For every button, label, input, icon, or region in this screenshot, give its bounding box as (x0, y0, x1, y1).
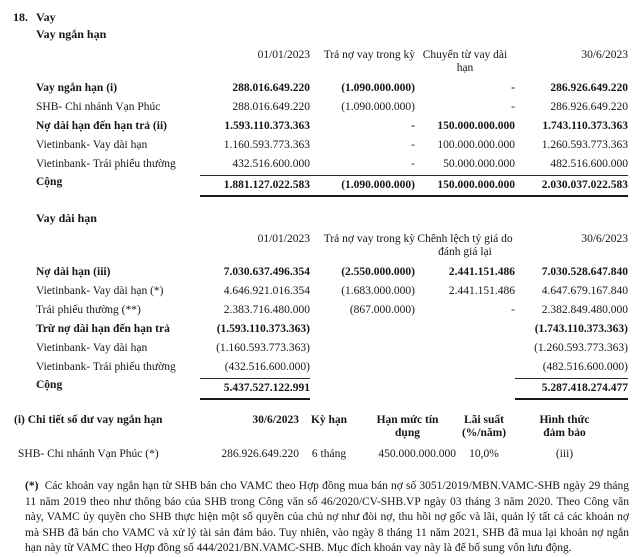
row-label: Trái phiếu thường (**) (36, 304, 141, 316)
cell-value: (1.160.593.773.363) (216, 342, 310, 354)
col-header-repayment: Trả nợ vay trong kỳ (323, 49, 415, 61)
cell-value: 150.000.000.000 (437, 120, 515, 132)
total-value-empty (310, 378, 415, 379)
cell-value: (1.260.593.773.363) (534, 342, 628, 354)
table-row (36, 301, 628, 320)
col-header-term: Kỳ hạn (310, 414, 348, 426)
cell-value: 1.160.593.773.363 (223, 139, 310, 151)
row-label: SHB- Chi nhánh Vạn Phúc (36, 101, 161, 113)
section-title-long-term: Vay dài hạn (36, 211, 97, 225)
cell-value (415, 339, 515, 340)
col-header-opening: 01/01/2023 (257, 233, 310, 245)
cell-credit-limit: 450.000.000.000 (378, 448, 456, 460)
table-row (36, 263, 628, 282)
table-row (36, 155, 628, 174)
row-label: Vietinbank- Trái phiếu thường (36, 158, 176, 170)
total-row (36, 175, 628, 197)
total-value: 2.030.037.022.583 (515, 175, 628, 197)
cell-value (415, 320, 515, 321)
col-header-opening: 01/01/2023 (257, 49, 310, 61)
cell-value: 286.926.649.220 (550, 101, 628, 113)
cell-value: 4.647.679.167.840 (541, 285, 628, 297)
total-value-empty (415, 378, 515, 379)
col-header-closing: 30/6/2023 (581, 49, 628, 61)
row-label: Vietinbank- Trái phiếu thường (36, 361, 176, 373)
total-value: 5.437.527.122.991 (200, 378, 310, 400)
cell-value: - (511, 101, 515, 113)
col-header-balance-date: 30/6/2023 (252, 414, 299, 426)
cell-value: 2.441.151.486 (448, 266, 515, 278)
cell-value: - (511, 82, 515, 94)
detail-table-title: (i) Chi tiết số dư vay ngắn hạn (14, 414, 163, 426)
cell-interest-rate: 10,0% (469, 448, 499, 460)
header-spacer (36, 49, 200, 54)
row-label: Nợ dài hạn (iii) (36, 266, 111, 278)
table-row (4, 445, 617, 463)
row-label: Vietinbank- Vay dài hạn (*) (36, 285, 164, 297)
cell-value: - (411, 139, 415, 151)
total-row (36, 378, 628, 400)
table-header-row (36, 233, 628, 263)
total-value: 1.881.127.022.583 (200, 175, 310, 197)
cell-value: 1.260.593.773.363 (541, 139, 628, 151)
cell-value: 482.516.600.000 (550, 158, 628, 170)
section-title-short-term: Vay ngắn hạn (36, 27, 107, 41)
cell-value: (432.516.600.000) (224, 361, 310, 373)
row-label: SHB- Chi nhánh Vạn Phúc (*) (18, 448, 159, 460)
cell-value: 288.016.649.220 (232, 101, 310, 113)
cell-value (310, 358, 415, 359)
cell-value: (2.550.000.000) (341, 266, 415, 278)
cell-value: 7.030.637.496.354 (223, 266, 310, 278)
cell-value: - (511, 304, 515, 316)
short-term-loans-table (36, 49, 628, 197)
cell-value: 2.383.716.480.000 (223, 304, 310, 316)
cell-value: (482.516.600.000) (542, 361, 628, 373)
cell-value (310, 339, 415, 340)
footnote-text: Các khoản vay ngắn hạn từ SHB bán cho VAMC theo Hợp đồng mua bán nợ số 3051/2019/MBN.VAMC-SHB ngày 29 tháng 11 năm 2019 theo như thông báo của SHB trong Công văn số 46/2020/CV-SHB.VP ngày 03 tháng 3 năm 2020. Theo Công văn này, VAMC ủy quyền cho SHB thực hiện một số quyền của chủ nợ như đòi nợ, thu hồi nợ gốc và lãi, quản lý tất cả các khoản nợ mà SHB đã bán cho VAMC và xử lý tài sản đảm bảo. Tuy nhiên, vào ngày 8 tháng 11 năm 2021, SHB đã mua lại khoản nợ ngắn hạn này từ VAMC theo Hợp đồng số 444/2021/BN.VAMC-SHB. Mục đích khoản vay này là để bổ sung vốn lưu động. (25, 480, 630, 554)
cell-value: (1.090.000.000) (341, 82, 415, 94)
table-row (36, 136, 628, 155)
cell-value: 50.000.000.000 (443, 158, 515, 170)
cell-value: 288.016.649.220 (232, 82, 310, 94)
cell-value: - (411, 158, 415, 170)
col-header-interest-rate: Lãi suất (%/năm) (461, 414, 507, 439)
row-label: Vay ngắn hạn (i) (36, 82, 118, 94)
cell-value (310, 320, 415, 321)
cell-value: 1.743.110.373.363 (542, 120, 628, 132)
table-row (36, 358, 628, 377)
cell-value: 286.926.649.220 (550, 82, 628, 94)
cell-value: 2.441.151.486 (448, 285, 515, 297)
cell-term: 6 tháng (311, 448, 347, 460)
total-value: 150.000.000.000 (415, 175, 515, 197)
col-header-repayment: Trả nợ vay trong kỳ (323, 233, 415, 245)
table-row (36, 339, 628, 358)
cell-value: (867.000.000) (349, 304, 415, 316)
cell-value: - (411, 120, 415, 132)
header-spacer (36, 233, 200, 238)
row-label: Vietinbank- Vay dài hạn (36, 342, 148, 354)
cell-security: (iii) (555, 448, 574, 460)
total-label: Cộng (36, 176, 63, 188)
short-term-detail-table (4, 414, 617, 463)
total-label: Cộng (36, 379, 63, 391)
table-row (36, 282, 628, 301)
cell-value: 7.030.528.647.840 (541, 266, 628, 278)
col-header-credit-limit: Hạn mức tín dụng (376, 414, 439, 439)
row-label: Nợ dài hạn đến hạn trả (ii) (36, 120, 167, 132)
table-row (36, 98, 628, 117)
cell-value: 1.593.110.373.363 (224, 120, 310, 132)
col-header-fx-revaluation: Chênh lệch tỷ giá do đánh giá lại (417, 233, 513, 258)
col-header-security: Hình thức đảm bảo (539, 414, 590, 439)
cell-value: (1.743.110.373.363) (534, 323, 628, 335)
table-row (36, 320, 628, 339)
note-number: 18. (13, 10, 28, 24)
cell-value: 100.000.000.000 (437, 139, 515, 151)
table-header-row (36, 49, 628, 79)
table-row (36, 79, 628, 98)
total-value: 5.287.418.274.477 (515, 378, 628, 400)
cell-value: (1.593.110.373.363) (216, 323, 310, 335)
note-title: Vay (36, 10, 56, 24)
total-value: (1.090.000.000) (310, 175, 415, 197)
row-label: Vietinbank- Vay dài hạn (36, 139, 148, 151)
table-header-row (4, 414, 617, 445)
footnote-marker: (*) (25, 480, 39, 492)
cell-value: 432.516.600.000 (232, 158, 310, 170)
cell-balance: 286.926.649.220 (221, 448, 299, 460)
table-row (36, 117, 628, 136)
col-header-transfer: Chuyển từ vay dài hạn (422, 49, 508, 74)
col-header-closing: 30/6/2023 (581, 233, 628, 245)
cell-value: (1.683.000.000) (341, 285, 415, 297)
row-label: Trừ nợ dài hạn đến hạn trả (36, 323, 170, 335)
cell-value: (1.090.000.000) (341, 101, 415, 113)
cell-value (415, 358, 515, 359)
note-heading (13, 10, 628, 24)
cell-value: 4.646.921.016.354 (223, 285, 310, 297)
cell-value: 2.382.849.480.000 (541, 304, 628, 316)
long-term-loans-table (36, 233, 628, 400)
